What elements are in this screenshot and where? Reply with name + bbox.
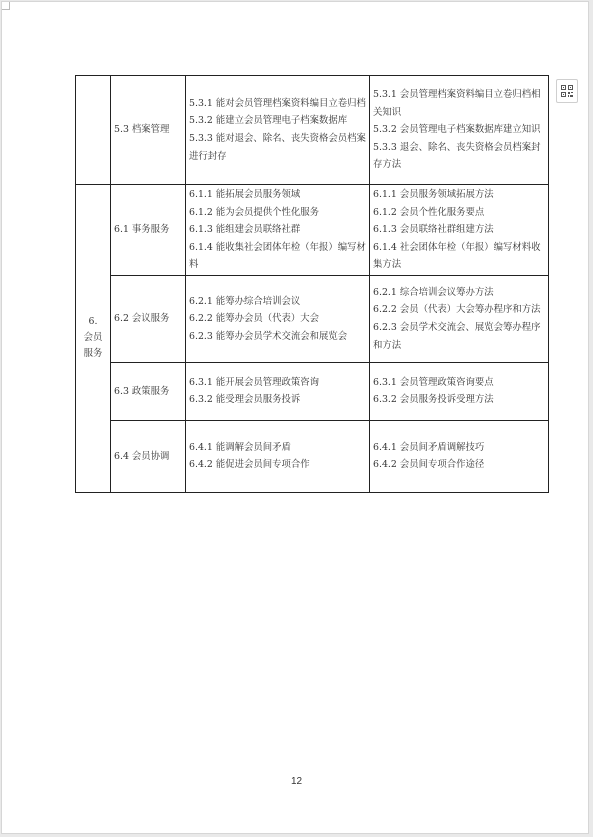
section-number: 6. (88, 316, 98, 328)
subsection-cell (111, 275, 186, 362)
subsection-label: 6.4 会员协调 (114, 450, 170, 462)
requirements-cell (186, 362, 370, 420)
subsection-cell (111, 420, 186, 492)
knowledge-cell (370, 275, 549, 362)
subsection-cell (111, 185, 186, 276)
requirement-item: 6.3.1 能开展会员管理政策咨询 (189, 376, 319, 388)
requirement-item: 5.3.3 能对退会、除名、丧失资格会员档案进行封存 (189, 133, 366, 162)
knowledge-item: 6.2.1 综合培训会议筹办方法 (373, 286, 494, 298)
table-row (76, 420, 549, 492)
table-row (76, 76, 549, 185)
knowledge-item: 6.2.2 会员（代表）大会筹办程序和方法 (373, 304, 541, 316)
subsection-label: 5.3 档案管理 (114, 124, 170, 136)
table-row (76, 362, 549, 420)
qr-code-icon (561, 85, 573, 97)
section-cell-empty (76, 76, 111, 185)
requirements-cell (186, 420, 370, 492)
requirement-item: 6.1.1 能拓展会员服务领域 (189, 189, 301, 200)
knowledge-item: 6.2.3 会员学术交流会、展览会筹办程序和方法 (373, 321, 541, 351)
qr-code-button[interactable] (556, 79, 578, 103)
page-corner-mark (2, 2, 10, 10)
section-name-line: 会员 (83, 332, 103, 344)
requirements-cell (186, 185, 370, 276)
knowledge-cell (370, 76, 549, 185)
subsection-cell (111, 76, 186, 185)
knowledge-item: 6.1.3 会员联络社群组建方法 (373, 224, 494, 236)
knowledge-item: 6.4.1 会员间矛盾调解技巧 (373, 441, 485, 453)
requirement-item: 5.3.1 能对会员管理档案资料编目立卷归档 (189, 97, 366, 109)
page-number: 12 (290, 776, 303, 787)
skill-requirements-table (75, 75, 549, 493)
requirement-item: 6.2.3 能筹办会员学术交流会和展览会 (189, 330, 348, 342)
section-cell (76, 185, 111, 493)
requirement-item: 6.2.1 能筹办综合培训会议 (189, 295, 301, 307)
knowledge-cell (370, 362, 549, 420)
knowledge-item: 5.3.3 退会、除名、丧失资格会员档案封存方法 (373, 141, 541, 171)
knowledge-cell (370, 185, 549, 276)
section-name-line: 服务 (83, 348, 103, 360)
knowledge-item: 5.3.2 会员管理电子档案数据库建立知识 (373, 124, 541, 136)
subsection-label: 6.1 事务服务 (114, 224, 170, 236)
table-row (76, 275, 549, 362)
requirement-item: 6.4.1 能调解会员间矛盾 (189, 441, 291, 453)
knowledge-item: 6.4.2 会员间专项合作途径 (373, 459, 485, 471)
table-row (76, 185, 549, 276)
requirements-cell (186, 275, 370, 362)
requirement-item: 6.1.3 能组建会员联络社群 (189, 224, 301, 236)
subsection-label: 6.3 政策服务 (114, 385, 170, 397)
requirement-item: 6.1.4 能收集社会团体年检（年报）编写材料 (189, 241, 366, 271)
requirement-item: 5.3.2 能建立会员管理电子档案数据库 (189, 115, 348, 127)
knowledge-item: 5.3.1 会员管理档案资料编目立卷归档相关知识 (373, 89, 541, 118)
knowledge-cell (370, 420, 549, 492)
knowledge-item: 6.3.2 会员服务投诉受理方法 (373, 394, 494, 406)
requirement-item: 6.1.2 能为会员提供个性化服务 (189, 206, 319, 218)
knowledge-item: 6.3.1 会员管理政策咨询要点 (373, 376, 494, 388)
subsection-label: 6.2 会议服务 (114, 313, 170, 325)
requirement-item: 6.3.2 能受理会员服务投诉 (189, 394, 301, 406)
subsection-cell (111, 362, 186, 420)
knowledge-item: 6.1.4 社会团体年检（年报）编写材料收集方法 (373, 241, 541, 271)
requirement-item: 6.2.2 能筹办会员（代表）大会 (189, 313, 319, 325)
knowledge-item: 6.1.1 会员服务领域拓展方法 (373, 189, 494, 200)
knowledge-item: 6.1.2 会员个性化服务要点 (373, 206, 485, 218)
requirements-cell (186, 76, 370, 185)
requirement-item: 6.4.2 能促进会员间专项合作 (189, 459, 310, 471)
